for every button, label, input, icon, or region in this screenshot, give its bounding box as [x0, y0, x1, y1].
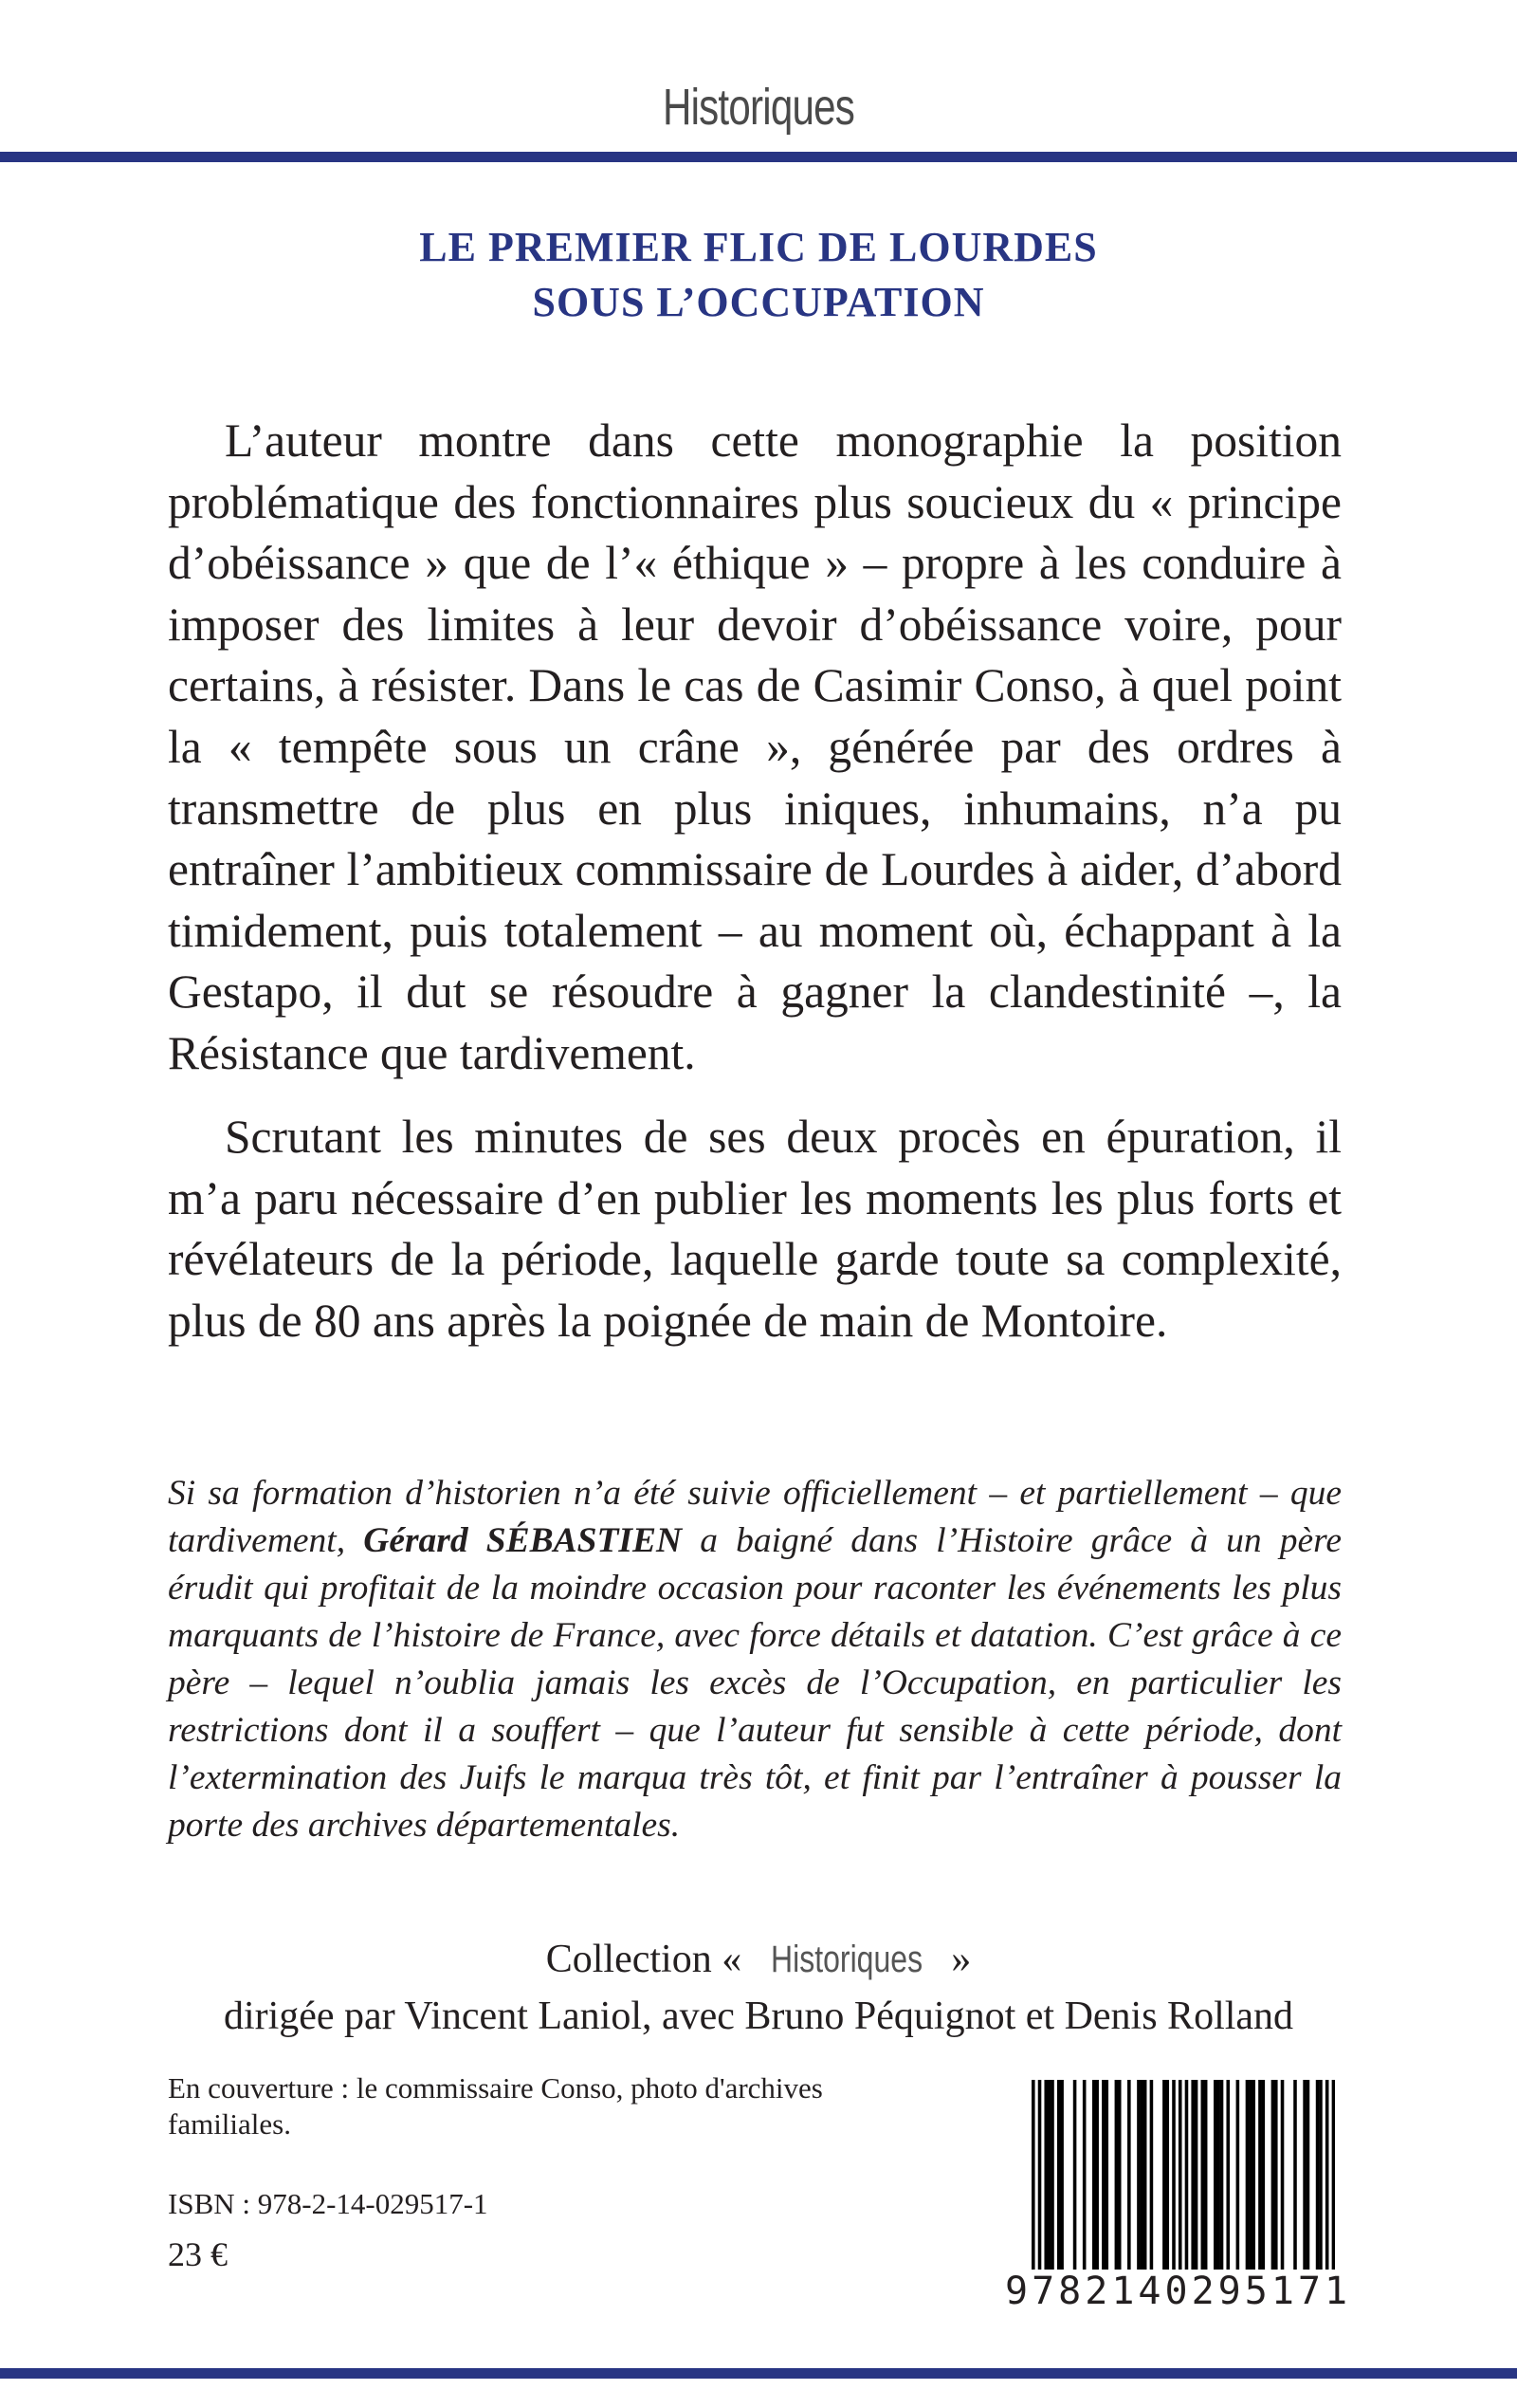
collection-prefix: Collection « — [545, 1938, 742, 1981]
collection-info — [0, 1931, 1517, 2045]
series-logo: Historiques — [662, 79, 855, 136]
barcode-bar — [1236, 2080, 1240, 2270]
summary-text-1: L’auteur montre dans cette monographie la position problématique des fonctionnaires plus soucieux du « principe d’obéissance » que de l’« éthique » – propre à les conduire à imposer des limites à leur devoir d’obéissance voire, pour certains, à résister. Dans le cas de Casimir Conso, à quel point la « tempête sous un crâne », générée par des ordres à transmettre de plus en plus iniques, inhumains, n’a pu entraîner l’ambitieux commissaire de Lourdes à aider, d’abord timidement, puis totalement – au moment où, échappant à la Gestapo, il dut se résoudre à gagner la clandestinité –, la Résistance que tardivement. — [168, 414, 1342, 1079]
book-title — [0, 220, 1517, 330]
barcode-bar — [1172, 2080, 1176, 2270]
author-bio — [168, 1470, 1342, 1849]
barcode-bar — [1316, 2080, 1320, 2270]
bio-text-before: Si sa formation d’historien n’a été suivie officiellement – et partiellement – que tardivement, — [168, 1474, 1342, 1560]
title-line-2: SOUS L’OCCUPATION — [532, 279, 985, 325]
barcode-bar — [1137, 2080, 1141, 2270]
barcode-bar — [1281, 2080, 1285, 2270]
barcode-bar — [1073, 2080, 1077, 2270]
author-name: Gérard SÉBASTIEN — [363, 1521, 683, 1560]
barcode-bar — [1258, 2080, 1262, 2270]
barcode-bar — [1060, 2080, 1064, 2270]
barcode-bar — [1051, 2080, 1054, 2270]
summary-text-2: Scrutant les minutes de ses deux procès en épuration, il m’a paru nécessaire d’en publier les moments les plus forts et révélateurs de la période, laquelle garde toute sa complexité, plus de 80 ans après la poignée de main de Montoire. — [168, 1111, 1342, 1347]
barcode-bar — [1319, 2080, 1323, 2270]
isbn: ISBN : 978-2-14-029517-1 — [168, 2187, 488, 2220]
bottom-rule — [0, 2368, 1517, 2379]
barcode-bar — [1038, 2080, 1042, 2270]
barcode-bar — [1179, 2080, 1182, 2270]
price: 23 € — [168, 2235, 228, 2273]
barcode-bar — [1191, 2080, 1195, 2270]
barcode-bar — [1246, 2080, 1250, 2270]
summary-paragraph-2 — [168, 1107, 1342, 1351]
bio-text-after: a baigné dans l’Histoire grâce à un père érudit qui profitait de la moindre occasion pour raconter les événements les plus marquants de l’histoire de France, avec force détails et datation. C’est grâce à ce père – lequel n’oublia jamais les excès de l’Occupation, en particulier les restrictions dont il a souffert – que l’auteur fut sensible à cette période, dont l’extermination des Juifs le marqua très tôt, et finit par l’entraîner à pousser la porte des archives départementales. — [168, 1521, 1343, 1845]
barcode-bar — [1252, 2080, 1255, 2270]
barcode-bar — [1226, 2080, 1230, 2270]
barcode-bar — [1262, 2080, 1266, 2270]
barcode-bar — [1325, 2080, 1329, 2270]
barcode-bar — [1220, 2080, 1224, 2270]
collection-name: Historiques — [770, 1939, 923, 1980]
top-rule — [0, 152, 1517, 162]
barcode-bar — [1165, 2080, 1169, 2270]
barcode-bar — [1150, 2080, 1154, 2270]
barcode-bar — [1095, 2080, 1099, 2270]
barcode-bar — [1083, 2080, 1087, 2270]
barcode-bar — [1201, 2080, 1205, 2270]
barcode-bar — [1185, 2080, 1189, 2270]
barcode-bar — [1274, 2080, 1278, 2270]
barcode-bar — [1307, 2080, 1310, 2270]
barcode-bar — [1204, 2080, 1208, 2270]
barcode-bar — [1143, 2080, 1147, 2270]
barcode-bar — [1293, 2080, 1297, 2270]
barcode-bar — [1141, 2080, 1144, 2270]
barcode-bar — [1162, 2080, 1166, 2270]
barcode-bar — [1271, 2080, 1275, 2270]
barcode-number: 9782140295171 — [1005, 2270, 1352, 2313]
barcode-bar — [1127, 2080, 1131, 2270]
collection-editors: dirigée par Vincent Laniol, avec Bruno Péquignot et Denis Rolland — [223, 1994, 1294, 2038]
barcode-bar — [1249, 2080, 1252, 2270]
barcode-bar — [1044, 2080, 1048, 2270]
collection-suffix: » — [951, 1938, 972, 1981]
barcode-bar — [1115, 2080, 1119, 2270]
barcode-bar — [1105, 2080, 1108, 2270]
barcode-bar — [1102, 2080, 1106, 2270]
barcode-bar — [1216, 2080, 1220, 2270]
barcode-bar — [1303, 2080, 1307, 2270]
barcode-bar — [1118, 2080, 1122, 2270]
barcode-bar — [1092, 2080, 1096, 2270]
barcode-bar — [1214, 2080, 1217, 2270]
barcode-bar — [1332, 2080, 1335, 2270]
cover-credit: En couverture : le commissaire Conso, photo d'archives familiales. — [168, 2071, 823, 2141]
barcode-bars — [1032, 2080, 1335, 2270]
summary-paragraph-1 — [168, 411, 1342, 1085]
title-line-1: LE PREMIER FLIC DE LOURDES — [419, 224, 1098, 270]
collection-line — [0, 1931, 1517, 1988]
barcode-bar — [1032, 2080, 1035, 2270]
barcode-bar — [1195, 2080, 1198, 2270]
barcode-bar — [1057, 2080, 1061, 2270]
barcode-bar — [1048, 2080, 1051, 2270]
